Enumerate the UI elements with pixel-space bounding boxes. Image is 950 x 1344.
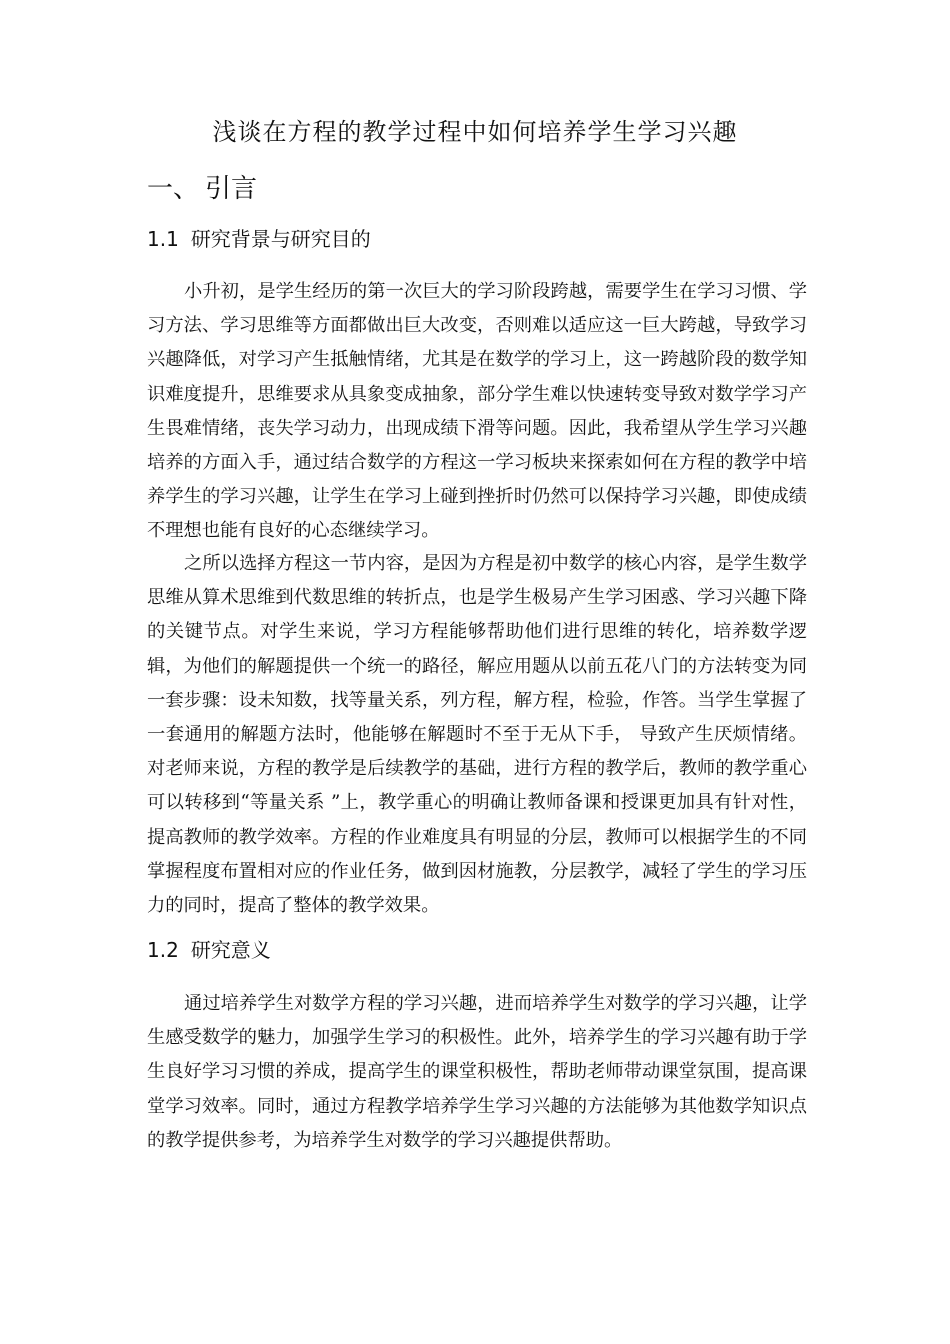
subsection-number: 1.1 bbox=[147, 227, 179, 251]
section-number: 一、 bbox=[147, 174, 200, 204]
subsection-title: 研究背景与研究目的 bbox=[190, 227, 371, 251]
paragraph-background-2: 之所以选择方程这一节内容，是因为方程是初中数学的核心内容，是学生数学思维从算术思维到代数思维的转折点，也是学生极易产生学习困惑、学习兴趣下降的关键节点。对学生来说，学习方程能够帮助他们进行思维的转化，培养数学逻辑，为他们的解题提供一个统一的路径，解应用题从以前五花八门的方法转变为同一套步骤：设未知数，找等量关系，列方程，解方程，检验，作答。当学生掌握了一套通用的解题方法时，他能够在解题时不至于无从下手， 导致产生厌烦情绪。对老师来说，方程的教学是后续教学的基础，进行方程的教学后，教师的教学重心可以转移到“等量关系 ”上，教学重心的明确让教师备课和授课更加具有针对性，提高教师的教学效率。方程的作业难度具有明显的分层，教师可以根据学生的不同掌握程度布置相对应的作业任务，做到因材施教，分层教学，减轻了学生的学习压力的同时，提高了整体的教学效果。 bbox=[147, 553, 807, 917]
subsection-heading-background bbox=[147, 223, 371, 255]
section-heading-introduction bbox=[147, 170, 257, 208]
paragraph-significance-1: 通过培养学生对数学方程的学习兴趣，进而培养学生对数学的学习兴趣，让学生感受数学的魅力，加强学生学习的积极性。此外，培养学生的学习兴趣有助于学生良好学习习惯的养成，提高学生的课堂积极性，帮助老师带动课堂氛围，提高课堂学习效率。同时，通过方程教学培养学生学习兴趣的方法能够为其他数学知识点的教学提供参考，为培养学生对数学的学习兴趣提供帮助。 bbox=[147, 993, 807, 1151]
subsection-title: 研究意义 bbox=[190, 938, 271, 962]
section-title: 引言 bbox=[205, 174, 258, 204]
paragraph-background-1: 小升初，是学生经历的第一次巨大的学习阶段跨越，需要学生在学习习惯、学习方法、学习思维等方面都做出巨大改变，否则难以适应这一巨大跨越，导致学习兴趣降低，对学习产生抵触情绪，尤其是在数学的学习上，这一跨越阶段的数学知识难度提升，思维要求从具象变成抽象，部分学生难以快速转变导致对数学学习产生畏难情绪，丧失学习动力，出现成绩下滑等问题。因此，我希望从学生学习兴趣培养的方面入手，通过结合数学的方程这一学习板块来探索如何在方程的教学中培养学生的学习兴趣，让学生在学习上碰到挫折时仍然可以保持学习兴趣，即使成绩不理想也能有良好的心态继续学习。 bbox=[147, 281, 807, 542]
subsection-number: 1.2 bbox=[147, 938, 179, 962]
document-title: 浅谈在方程的教学过程中如何培养学生学习兴趣 bbox=[212, 118, 738, 146]
subsection-heading-significance bbox=[147, 934, 271, 966]
